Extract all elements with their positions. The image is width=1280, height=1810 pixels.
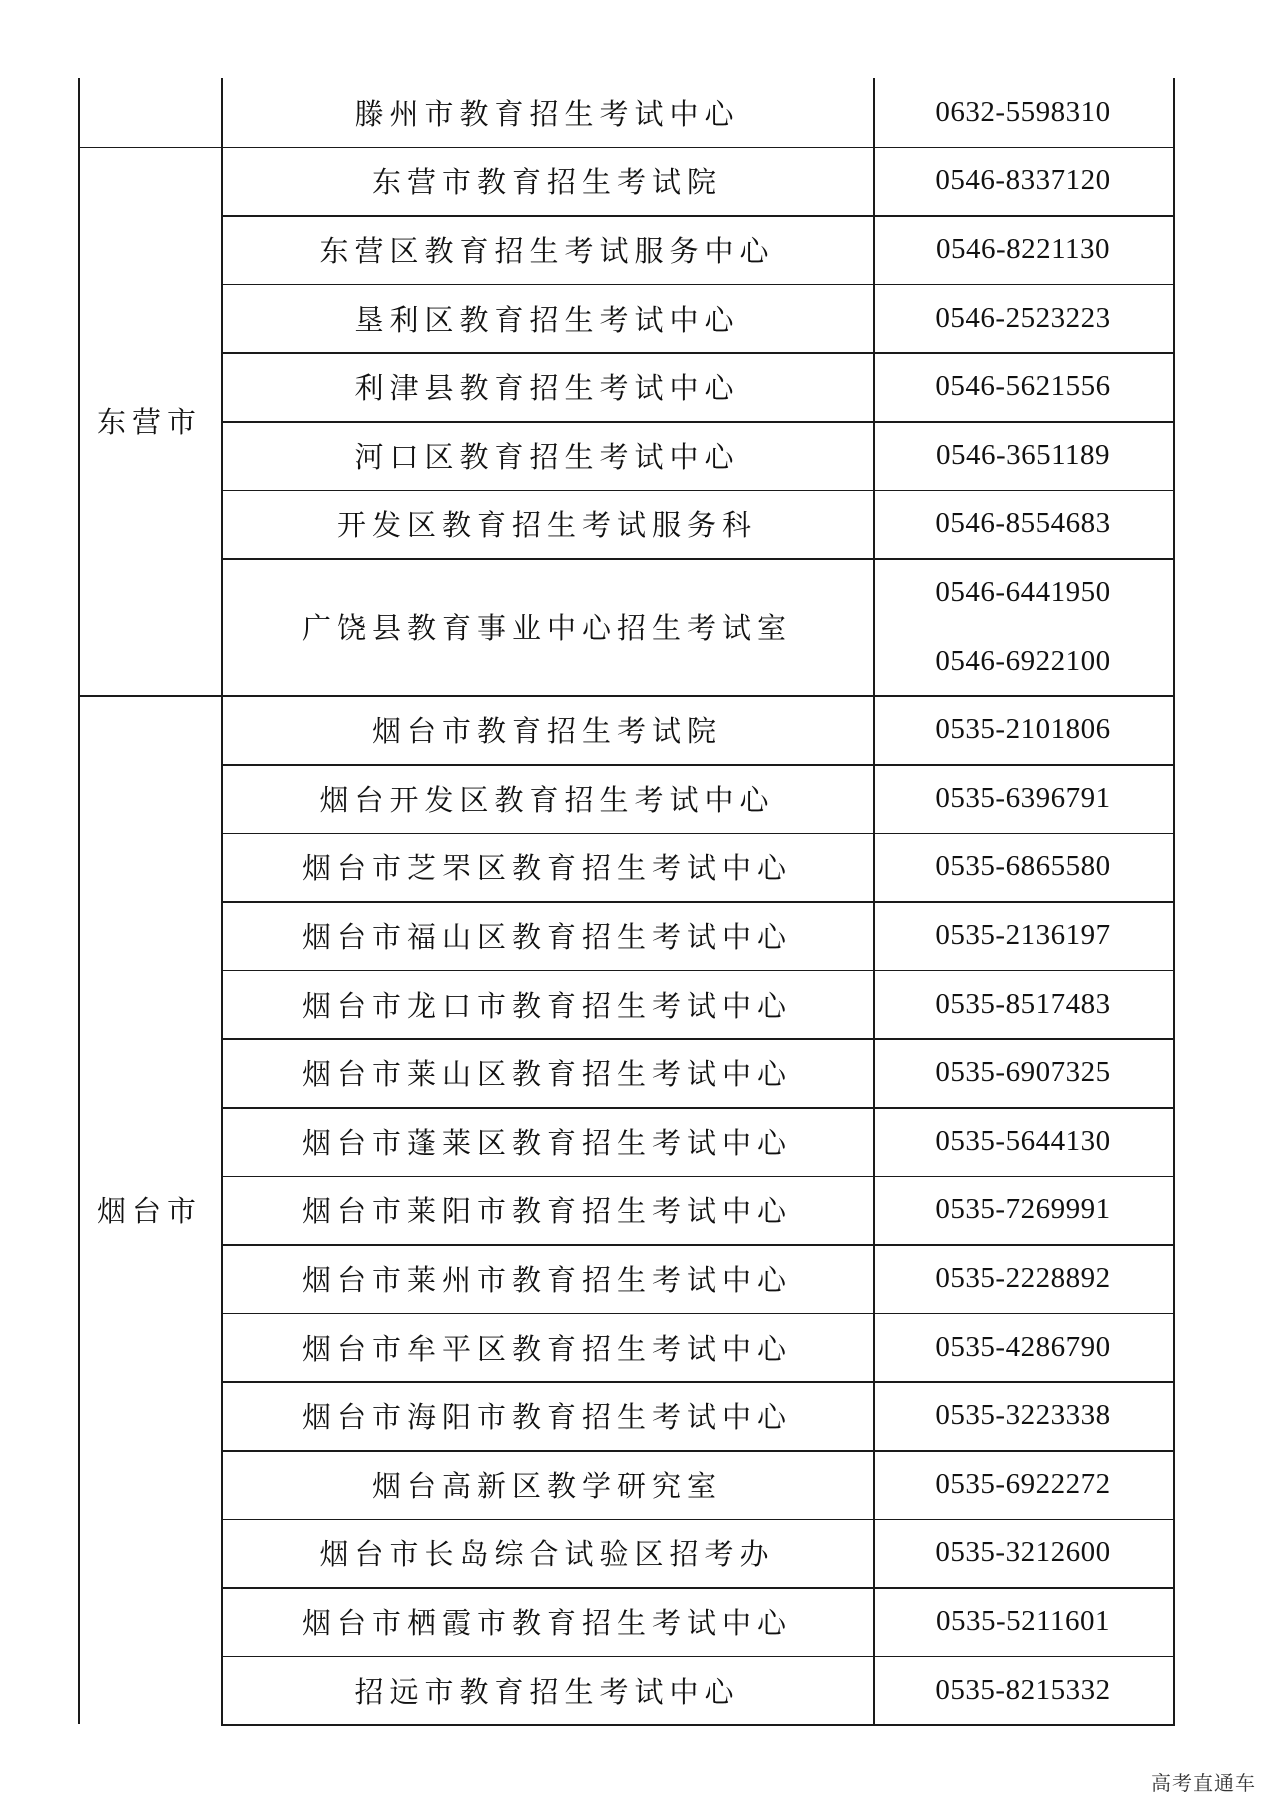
phone-number: 0632-5598310 bbox=[935, 95, 1111, 128]
phone-number: 0546-6922100 bbox=[935, 644, 1111, 677]
office-name: 烟台市牟平区教育招生考试中心 bbox=[301, 1331, 792, 1366]
phone-number: 0546-2523223 bbox=[935, 301, 1111, 334]
office-name: 滕州市教育招生考试中心 bbox=[354, 96, 740, 131]
city-name: 东营市 bbox=[96, 405, 202, 440]
office-name: 广饶县教育事业中心招生考试室 bbox=[301, 611, 792, 646]
phone-number: 0535-2228892 bbox=[935, 1261, 1111, 1294]
office-name: 烟台市龙口市教育招生考试中心 bbox=[301, 988, 792, 1023]
office-name: 烟台市长岛综合试验区招考办 bbox=[319, 1537, 775, 1572]
office-name: 东营市教育招生考试院 bbox=[371, 165, 722, 200]
phone-number: 0546-3651189 bbox=[935, 438, 1111, 471]
office-name: 烟台市莱阳市教育招生考试中心 bbox=[301, 1194, 792, 1229]
table-bottom-border bbox=[221, 1724, 1175, 1726]
phone-number: 0535-4286790 bbox=[935, 1330, 1111, 1363]
office-name: 烟台市莱山区教育招生考试中心 bbox=[301, 1057, 792, 1092]
office-name: 烟台市教育招生考试院 bbox=[371, 714, 722, 749]
phone-number: 0535-3223338 bbox=[935, 1399, 1111, 1432]
office-name: 烟台市海阳市教育招生考试中心 bbox=[301, 1400, 792, 1435]
office-name: 开发区教育招生考试服务科 bbox=[336, 508, 757, 543]
office-name: 河口区教育招生考试中心 bbox=[354, 439, 740, 474]
office-name: 烟台市芝罘区教育招生考试中心 bbox=[301, 851, 792, 886]
office-name: 烟台市福山区教育招生考试中心 bbox=[301, 919, 792, 954]
phone-number: 0535-2101806 bbox=[935, 713, 1111, 746]
phone-number: 0535-3212600 bbox=[935, 1536, 1111, 1569]
office-name: 烟台高新区教学研究室 bbox=[371, 1468, 722, 1503]
phone-number: 0535-8517483 bbox=[935, 987, 1111, 1020]
phone-number: 0535-6922272 bbox=[935, 1467, 1111, 1500]
phone-number: 0535-6907325 bbox=[935, 1056, 1111, 1089]
phone-number: 0535-5211601 bbox=[935, 1604, 1111, 1637]
phone-number: 0546-6441950 bbox=[935, 575, 1111, 608]
office-name: 招远市教育招生考试中心 bbox=[354, 1674, 740, 1709]
office-name: 利津县教育招生考试中心 bbox=[354, 371, 740, 406]
office-name: 烟台开发区教育招生考试中心 bbox=[319, 782, 775, 817]
watermark-logo: 高考直通车 bbox=[1151, 1771, 1256, 1795]
phone-number: 0546-5621556 bbox=[935, 370, 1111, 403]
phone-number: 0535-8215332 bbox=[935, 1673, 1111, 1706]
city-name bbox=[78, 78, 221, 147]
phone-number: 0535-7269991 bbox=[935, 1193, 1111, 1226]
office-name: 东营区教育招生考试服务中心 bbox=[319, 233, 775, 268]
phone-number: 0546-8337120 bbox=[935, 164, 1111, 197]
phone-number: 0535-6865580 bbox=[935, 850, 1111, 883]
phone-number: 0535-2136197 bbox=[935, 918, 1111, 951]
phone-number: 0535-6396791 bbox=[935, 781, 1111, 814]
office-name: 烟台市栖霞市教育招生考试中心 bbox=[301, 1605, 792, 1640]
city-name: 烟台市 bbox=[96, 1194, 202, 1229]
office-name: 垦利区教育招生考试中心 bbox=[354, 302, 740, 337]
phone-number: 0535-5644130 bbox=[935, 1124, 1111, 1157]
contact-table bbox=[78, 78, 1178, 1728]
office-name: 烟台市莱州市教育招生考试中心 bbox=[301, 1262, 792, 1297]
phone-number: 0546-8221130 bbox=[935, 232, 1111, 265]
office-name: 烟台市蓬莱区教育招生考试中心 bbox=[301, 1125, 792, 1160]
phone-number: 0546-8554683 bbox=[935, 507, 1111, 540]
